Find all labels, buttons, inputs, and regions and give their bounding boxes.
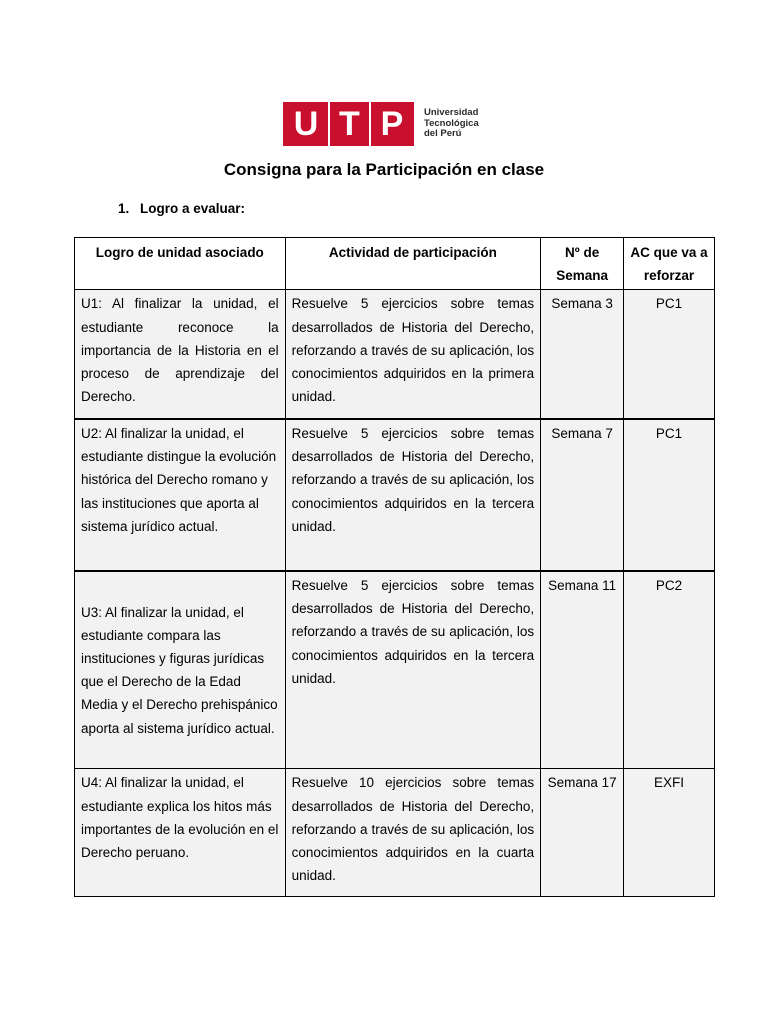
section-heading <box>118 201 245 216</box>
cell-actividad: Resuelve 5 ejercicios sobre temas desarrollados de Historia del Derecho, reforzando a través de su aplicación, los conocimientos adquiridos en la tercera unidad. <box>285 571 541 769</box>
cell-semana: Semana 17 <box>541 769 624 897</box>
logo-separator <box>369 102 371 146</box>
cell-ac: PC2 <box>624 571 715 769</box>
utp-logo <box>283 102 479 146</box>
cell-semana: Semana 11 <box>541 571 624 769</box>
logo-separator <box>328 102 330 146</box>
cell-ac: PC1 <box>624 419 715 571</box>
header-ac: AC que va a reforzar <box>624 238 715 290</box>
section-number: 1. <box>118 201 130 216</box>
logo-letter-t: T <box>339 105 360 143</box>
logo-text-line: del Perú <box>424 128 462 140</box>
cell-logro: U2: Al finalizar la unidad, el estudiante distingue la evolución histórica del Derecho romano y las instituciones que aporta al sistema jurídico actual. <box>75 419 286 571</box>
header-actividad: Actividad de participación <box>285 238 541 290</box>
page-title: Consigna para la Participación en clase <box>223 160 545 179</box>
cell-actividad: Resuelve 5 ejercicios sobre temas desarrollados de Historia del Derecho, reforzando a través de su aplicación, los conocimientos adquiridos en la primera unidad. <box>285 290 541 419</box>
logo-wordmark <box>424 108 479 140</box>
utp-logo-mark <box>283 102 414 146</box>
table-row <box>75 571 715 769</box>
logo-text-line: Universidad <box>424 107 479 119</box>
cell-logro: U1: Al finalizar la unidad, el estudiante reconoce la importancia de la Historia en el proceso de aprendizaje del Derecho. <box>75 290 286 419</box>
cell-actividad: Resuelve 10 ejercicios sobre temas desarrollados de Historia del Derecho, reforzando a través de su aplicación, los conocimientos adquiridos en la cuarta unidad. <box>285 769 541 897</box>
table-row <box>75 290 715 419</box>
header-logro: Logro de unidad asociado <box>75 238 286 290</box>
participation-table <box>74 237 715 897</box>
table-header-row <box>75 238 715 290</box>
cell-logro: U3: Al finalizar la unidad, el estudiante compara las instituciones y figuras jurídicas que el Derecho de la Edad Media y el Derecho prehispánico aporta al sistema jurídico actual. <box>75 571 286 769</box>
cell-semana: Semana 7 <box>541 419 624 571</box>
logo-letter-p: P <box>380 105 404 143</box>
logo-text-line: Tecnológica <box>424 117 479 129</box>
section-label: Logro a evaluar: <box>140 201 246 216</box>
cell-actividad: Resuelve 5 ejercicios sobre temas desarrollados de Historia del Derecho, reforzando a través de su aplicación, los conocimientos adquiridos en la tercera unidad. <box>285 419 541 571</box>
cell-logro: U4: Al finalizar la unidad, el estudiante explica los hitos más importantes de la evolución en el Derecho peruano. <box>75 769 286 897</box>
header-semana: Nº de Semana <box>541 238 624 290</box>
table-row <box>75 419 715 571</box>
cell-ac: PC1 <box>624 290 715 419</box>
logo-letter-u: U <box>293 105 319 143</box>
cell-semana: Semana 3 <box>541 290 624 419</box>
table-row <box>75 769 715 897</box>
cell-ac: EXFI <box>624 769 715 897</box>
